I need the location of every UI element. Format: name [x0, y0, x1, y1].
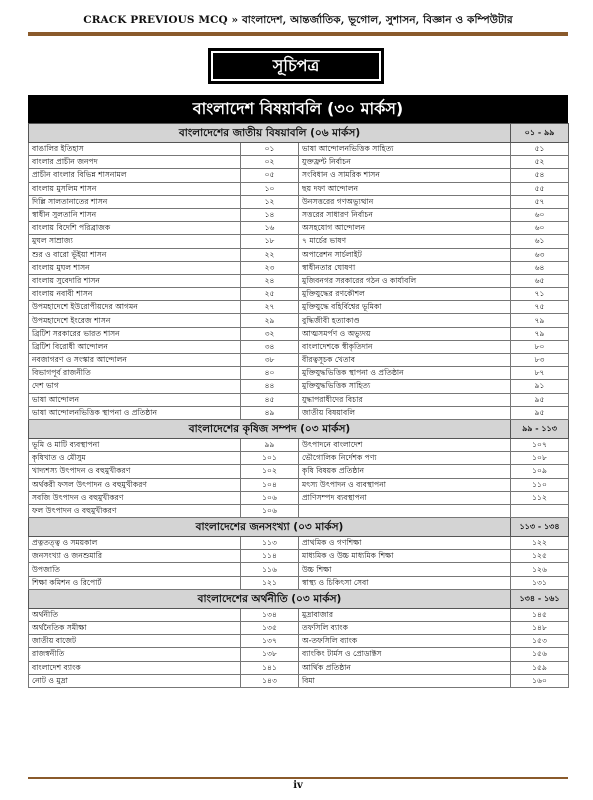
topic-right: সত্তরের সাধারণ নির্বাচন [299, 208, 511, 221]
page-right: ১২৫ [511, 550, 569, 563]
table-row [29, 550, 569, 563]
table-row [29, 288, 569, 301]
page-right: ১৪৫ [511, 608, 569, 621]
page-left: ১৩৭ [241, 635, 299, 648]
topic-right: যুদ্ধাপরাধীদের বিচার [299, 393, 511, 406]
topic-left: ব্রিটিশ সরকারের ভারত শাসন [29, 327, 241, 340]
page-left: ১২ [241, 195, 299, 208]
table-row [29, 340, 569, 353]
topic-left: জনসংখ্যা ও জনশুমারি [29, 550, 241, 563]
table-row [29, 478, 569, 491]
table-row [29, 452, 569, 465]
page-right: ৬৩ [511, 248, 569, 261]
page-right: ৮০ [511, 340, 569, 353]
page-left: ৪৪ [241, 380, 299, 393]
topic-left: বিভাগপূর্ব রাজনীতি [29, 367, 241, 380]
table-row [29, 438, 569, 451]
page-left: ৯৯ [241, 438, 299, 451]
page-right: ১৩১ [511, 576, 569, 589]
topic-right: মুক্তিযুদ্ধের রণকৌশল [299, 288, 511, 301]
page-left: ২৪ [241, 274, 299, 287]
header-rule [28, 32, 568, 36]
topic-right: বিমা [299, 674, 511, 687]
page-right: ১৪৮ [511, 622, 569, 635]
section-title: বাংলাদেশের অর্থনীতি (০৩ মার্কস) [29, 589, 511, 608]
page-left: ১০৬ [241, 491, 299, 504]
topic-right: অ-তফসিলি ব্যাংক [299, 635, 511, 648]
page-right: ১২৬ [511, 563, 569, 576]
table-row [29, 648, 569, 661]
table-row [29, 393, 569, 406]
topic-right: উৎপাদনে বাংলাদেশ [299, 438, 511, 451]
topic-left: নোট ও মুদ্রা [29, 674, 241, 687]
page-left: ১৮ [241, 235, 299, 248]
table-row [29, 235, 569, 248]
topic-right: মুক্তিযুদ্ধভিত্তিক স্থাপনা ও প্রতিষ্ঠান [299, 367, 511, 380]
topic-left: বাংলার প্রাচীন জনপদ [29, 156, 241, 169]
page-left: ০২ [241, 156, 299, 169]
page-right: ৯৫ [511, 393, 569, 406]
page-left: ১১৪ [241, 550, 299, 563]
topic-left: ভাষা আন্দোলন [29, 393, 241, 406]
section-header [29, 419, 569, 438]
page-right: ৯১ [511, 380, 569, 393]
section-title: বাংলাদেশের জনসংখ্যা (০৩ মার্কস) [29, 518, 511, 537]
page-left: ১৪৩ [241, 674, 299, 687]
table-row [29, 661, 569, 674]
topic-left: উপজাতি [29, 563, 241, 576]
topic-left: রাজস্বনীতি [29, 648, 241, 661]
page-left: ২৫ [241, 288, 299, 301]
page-left: ১৩৪ [241, 608, 299, 621]
topic-right: কৃষি বিষয়ক প্রতিষ্ঠান [299, 465, 511, 478]
topic-right: আত্মসমর্পণ ও অভ্যুদয় [299, 327, 511, 340]
table-row [29, 622, 569, 635]
table-row [29, 327, 569, 340]
topic-left: শুর ও বারো ভূঁইয়া শাসন [29, 248, 241, 261]
section-title: বাংলাদেশের কৃষিজ সম্পদ (০৩ মার্কস) [29, 419, 511, 438]
topic-right: মুক্তিযুদ্ধভিত্তিক সাহিত্য [299, 380, 511, 393]
topic-right [299, 504, 511, 517]
page-right: ৫৫ [511, 182, 569, 195]
topic-right: ছয় দফা আন্দোলন [299, 182, 511, 195]
page-right: ৬১ [511, 235, 569, 248]
page-left: ৩৮ [241, 354, 299, 367]
page-left: ৩২ [241, 327, 299, 340]
page-left: ১৪ [241, 208, 299, 221]
page-right: ৫৭ [511, 195, 569, 208]
page-left: ১০৬ [241, 504, 299, 517]
topic-right: তফসিলি ব্যাংক [299, 622, 511, 635]
topic-right: ব্যাংকিং টার্মস ও প্রোডাক্টস [299, 648, 511, 661]
page-right: ৬০ [511, 208, 569, 221]
section-header [29, 589, 569, 608]
topic-left: ব্রিটিশ বিরোধী আন্দোলন [29, 340, 241, 353]
topic-right: সংবিধান ও সামরিক শাসন [299, 169, 511, 182]
page-right: ১৬০ [511, 674, 569, 687]
page-right: ৭৯ [511, 314, 569, 327]
page-right: ৫১ [511, 143, 569, 156]
topic-right: প্রাথমিক ও গণশিক্ষা [299, 537, 511, 550]
table-row [29, 406, 569, 419]
table-row [29, 169, 569, 182]
page-left: ১০ [241, 182, 299, 195]
topic-left: অর্থনীতি [29, 608, 241, 621]
page-left: ১৪১ [241, 661, 299, 674]
topic-left: ফল উৎপাদন ও বহুমুখীকরণ [29, 504, 241, 517]
topic-left: দিল্লি সালতানাতের শাসন [29, 195, 241, 208]
topic-right: মৎস্য উৎপাদন ও ব্যবস্থাপনা [299, 478, 511, 491]
table-row [29, 195, 569, 208]
topic-left: ভাষা আন্দোলনভিত্তিক স্থাপনা ও প্রতিষ্ঠান [29, 406, 241, 419]
topic-left: খাদ্যশস্য উৎপাদন ও বহুমুখীকরণ [29, 465, 241, 478]
topic-right: স্বাধীনতার ঘোষণা [299, 261, 511, 274]
page-right: ১০৭ [511, 438, 569, 451]
topic-right: জাতীয় বিষয়াবলি [299, 406, 511, 419]
page-right: ৮৩ [511, 354, 569, 367]
topic-left: মুঘল সাম্রাজ্য [29, 235, 241, 248]
page-left: ১১৩ [241, 537, 299, 550]
topic-left: বাঙালির ইতিহাস [29, 143, 241, 156]
topic-left: প্রাচীন বাংলার বিভিন্ন শাসনামল [29, 169, 241, 182]
topic-left: স্বাধীন সুলতানি শাসন [29, 208, 241, 221]
page-header: CRACK PREVIOUS MCQ » বাংলাদেশ, আন্তর্জাতিক, ভূগোল, সুশাসন, বিজ্ঞান ও কম্পিউটার [83, 14, 513, 26]
topic-right: ৭ মার্চের ভাষণ [299, 235, 511, 248]
table-row [29, 143, 569, 156]
topic-left: বাংলায় মুসলিম শাসন [29, 182, 241, 195]
table-row [29, 248, 569, 261]
topic-right: প্রাণিসম্পদ ব্যবস্থাপনা [299, 491, 511, 504]
table-row [29, 608, 569, 621]
page-right: ১৫৬ [511, 648, 569, 661]
topic-left: উপমহাদেশে ইউরোপীয়দের আগমন [29, 301, 241, 314]
section-page-range: ৯৯ - ১১৩ [511, 419, 569, 438]
section-header [29, 124, 569, 143]
topic-right: ভাষা আন্দোলনভিত্তিক সাহিত্য [299, 143, 511, 156]
toc-table [28, 123, 569, 688]
page-left: ৪৫ [241, 393, 299, 406]
table-row [29, 156, 569, 169]
page-right: ১২২ [511, 537, 569, 550]
page-left: ২২ [241, 248, 299, 261]
page-left: ২৩ [241, 261, 299, 274]
page-right: ৭১ [511, 288, 569, 301]
topic-right: উচ্চ শিক্ষা [299, 563, 511, 576]
page-left: ১০২ [241, 465, 299, 478]
table-row [29, 301, 569, 314]
table-row [29, 674, 569, 687]
page-right: ১০৯ [511, 465, 569, 478]
main-section-banner: বাংলাদেশ বিষয়াবলি (৩০ মার্কস) [28, 95, 568, 123]
page-left: ৪০ [241, 367, 299, 380]
topic-right: যুক্তফ্রন্ট নির্বাচন [299, 156, 511, 169]
page-right: ৮৭ [511, 367, 569, 380]
table-row [29, 563, 569, 576]
topic-right: মুদ্রাবাজার [299, 608, 511, 621]
page-right: ৭৯ [511, 327, 569, 340]
topic-left: বাংলাদেশ ব্যাংক [29, 661, 241, 674]
topic-left: বাংলায় বিদেশি পরিব্রাজক [29, 222, 241, 235]
page-left: ১৬ [241, 222, 299, 235]
page-left: ২৯ [241, 314, 299, 327]
topic-left: উপমহাদেশে ইংরেজ শাসন [29, 314, 241, 327]
topic-left: কৃষিখাত ও মৌসুম [29, 452, 241, 465]
topic-right: মাধ্যমিক ও উচ্চ মাধ্যমিক শিক্ষা [299, 550, 511, 563]
toc-title-box [208, 48, 384, 84]
table-row [29, 208, 569, 221]
topic-right: অসহযোগ আন্দোলন [299, 222, 511, 235]
page-right: ১৫৯ [511, 661, 569, 674]
page-left: ০৫ [241, 169, 299, 182]
page-right: ৫৪ [511, 169, 569, 182]
page-left: ১১৬ [241, 563, 299, 576]
topic-left: ভূমি ও মাটি ব্যবস্থাপনা [29, 438, 241, 451]
table-row [29, 491, 569, 504]
page-right: ১০৮ [511, 452, 569, 465]
topic-right: বুদ্ধিজীবী হত্যাকাণ্ড [299, 314, 511, 327]
topic-left: প্রত্নতত্ত্ব ও সময়কাল [29, 537, 241, 550]
topic-left: শিক্ষা কমিশন ও রিপোর্ট [29, 576, 241, 589]
topic-left: বাংলায় সুবেদারি শাসন [29, 274, 241, 287]
topic-right: মুক্তিযুদ্ধে বহির্বিশ্বের ভূমিকা [299, 301, 511, 314]
page-left: ১২১ [241, 576, 299, 589]
topic-left: দেশ ভাগ [29, 380, 241, 393]
table-row [29, 367, 569, 380]
topic-left: বাংলায় মুঘল শাসন [29, 261, 241, 274]
page-left: ১৩৫ [241, 622, 299, 635]
page-left: ১০৪ [241, 478, 299, 491]
page-right: ৯৫ [511, 406, 569, 419]
page-number: iv [293, 780, 303, 791]
page-left: ২৭ [241, 301, 299, 314]
page-right: ১১০ [511, 478, 569, 491]
page-right: ৬০ [511, 222, 569, 235]
page-right: ৭৫ [511, 301, 569, 314]
toc-title: সূচিপত্র [213, 53, 379, 79]
table-row [29, 261, 569, 274]
table-row [29, 222, 569, 235]
page-right: ৬৫ [511, 274, 569, 287]
page-left: ০১ [241, 143, 299, 156]
table-row [29, 576, 569, 589]
topic-left: জাতীয় বাজেট [29, 635, 241, 648]
page-right: ৫২ [511, 156, 569, 169]
page-right: ১৫৩ [511, 635, 569, 648]
table-row [29, 465, 569, 478]
page-left: ১০১ [241, 452, 299, 465]
table-row [29, 380, 569, 393]
page-left: ৪৯ [241, 406, 299, 419]
page-right: ১১২ [511, 491, 569, 504]
table-row [29, 537, 569, 550]
section-page-range: ১১৩ - ১৩৪ [511, 518, 569, 537]
table-row [29, 314, 569, 327]
topic-right: বাংলাদেশকে স্বীকৃতিদান [299, 340, 511, 353]
table-row [29, 274, 569, 287]
page-left: ১৩৮ [241, 648, 299, 661]
topic-right: মুজিবনগর সরকারের গঠন ও কার্যাবলি [299, 274, 511, 287]
topic-left: নবজাগরণ ও সংস্কার আন্দোলন [29, 354, 241, 367]
topic-right: অপারেশন সার্চলাইট [299, 248, 511, 261]
topic-right: ভৌগোলিক নির্দেশক পণ্য [299, 452, 511, 465]
topic-right: উনসত্তরের গণঅভ্যুত্থান [299, 195, 511, 208]
section-title: বাংলাদেশের জাতীয় বিষয়াবলি (০৬ মার্কস) [29, 124, 511, 143]
section-page-range: ০১ - ৯৯ [511, 124, 569, 143]
topic-left: অর্থনৈতিক সমীক্ষা [29, 622, 241, 635]
table-row [29, 354, 569, 367]
topic-right: স্বাস্থ্য ও চিকিৎসা সেবা [299, 576, 511, 589]
page-right: ৬৪ [511, 261, 569, 274]
topic-right: আর্থিক প্রতিষ্ঠান [299, 661, 511, 674]
footer-rule [28, 777, 568, 779]
topic-left: সবজি উৎপাদন ও বহুমুখীকরণ [29, 491, 241, 504]
page-left: ৩৪ [241, 340, 299, 353]
table-row [29, 504, 569, 517]
table-row [29, 635, 569, 648]
section-header [29, 518, 569, 537]
page-right [511, 504, 569, 517]
topic-left: অর্থকরী ফসল উৎপাদন ও বহুমুখীকরণ [29, 478, 241, 491]
table-row [29, 182, 569, 195]
topic-left: বাংলায় নবাবী শাসন [29, 288, 241, 301]
topic-right: বীরত্বসূচক খেতাব [299, 354, 511, 367]
section-page-range: ১৩৪ - ১৬১ [511, 589, 569, 608]
